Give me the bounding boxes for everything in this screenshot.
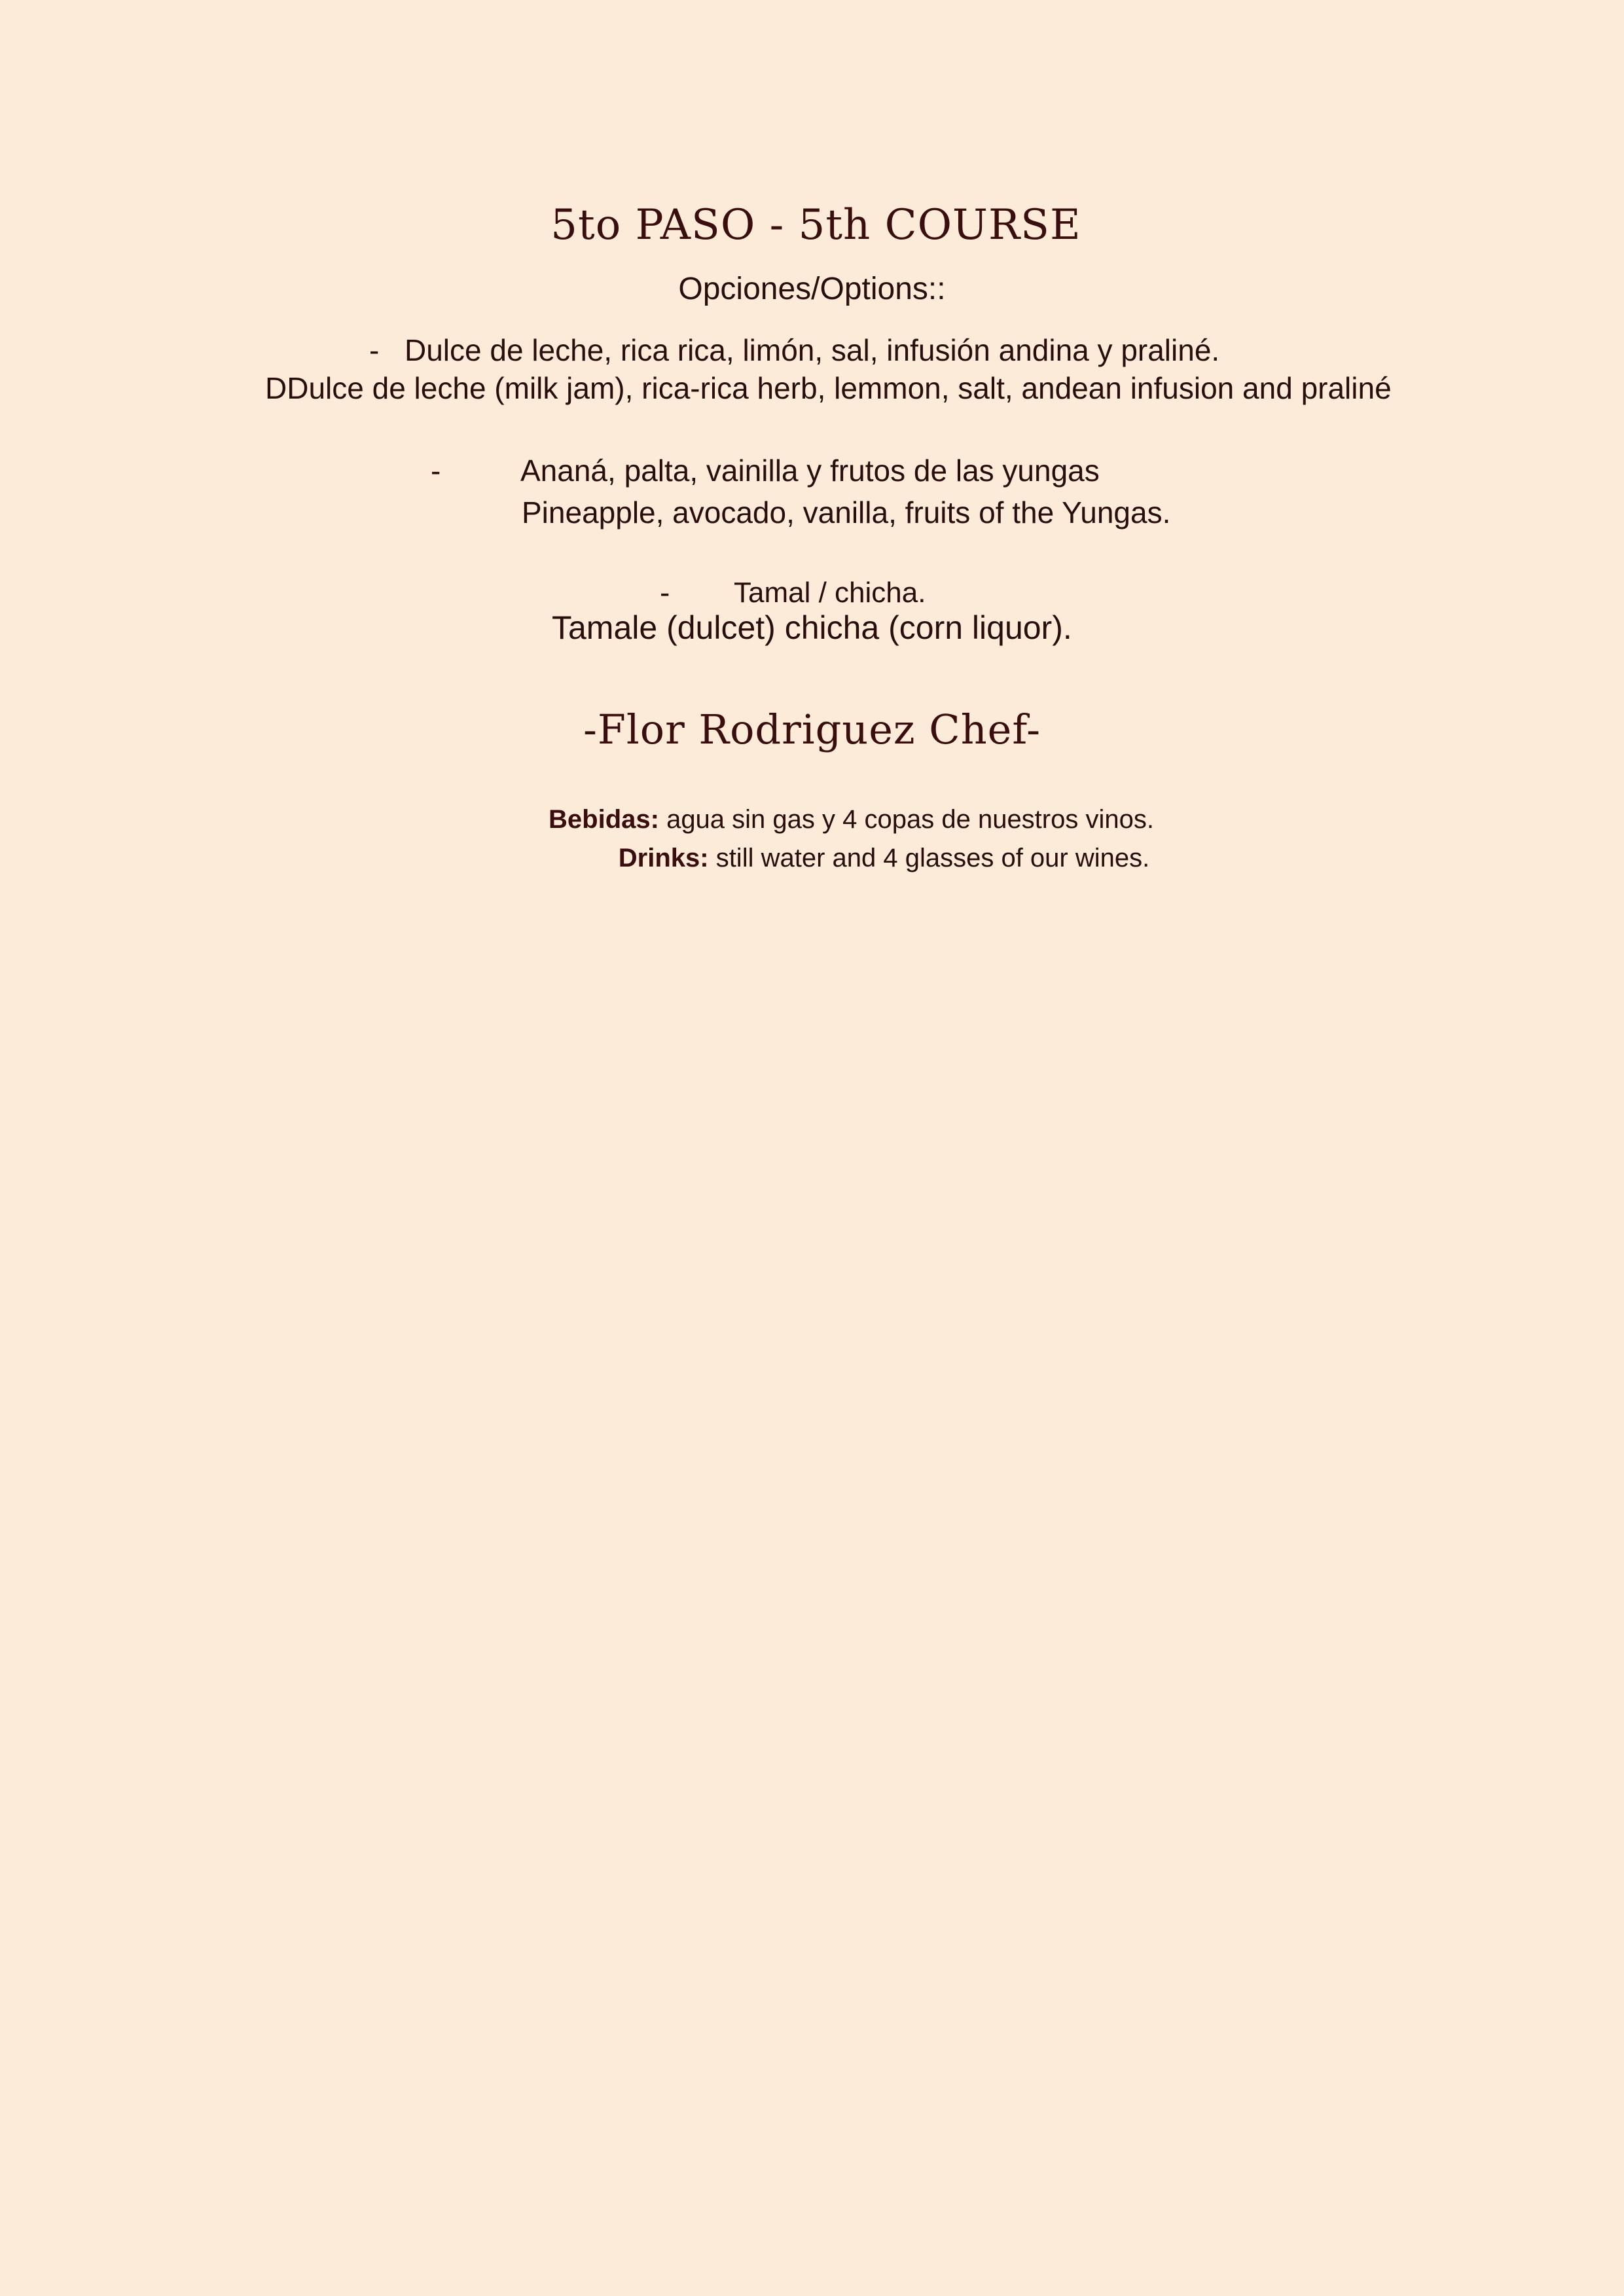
drinks-english-text: still water and 4 glasses of our wines. [708,844,1150,872]
drinks-english-label: Drinks: [618,844,709,872]
dish-1-spanish: Dulce de leche, rica rica, limón, sal, infusión andina y praliné. [405,333,1220,367]
bullet-dash: - [369,333,380,367]
bullet-dash: - [660,575,670,609]
course-title: 5to PASO - 5th COURSE [550,201,1081,249]
dish-1-english: DDulce de leche (milk jam), rica-rica herb, lemmon, salt, andean infusion and praliné [265,371,1392,405]
drinks-spanish-text: agua sin gas y 4 copas de nuestros vinos. [659,805,1154,834]
drinks-spanish [0,806,1624,833]
chef-signature: -Flor Rodriguez Chef- [583,706,1041,753]
bullet-dash: - [431,454,441,488]
dish-2-spanish: Ananá, palta, vainilla y frutos de las yungas [520,454,1100,488]
dish-2-english: Pineapple, avocado, vanilla, fruits of the Yungas. [522,495,1171,529]
options-heading: Opciones/Options:: [678,272,946,306]
drinks-spanish-label: Bebidas: [549,805,659,834]
dish-3-spanish: Tamal / chicha. [734,577,926,609]
dish-3-english: Tamale (dulcet) chicha (corn liquor). [552,609,1072,646]
drinks-english [0,845,1624,871]
